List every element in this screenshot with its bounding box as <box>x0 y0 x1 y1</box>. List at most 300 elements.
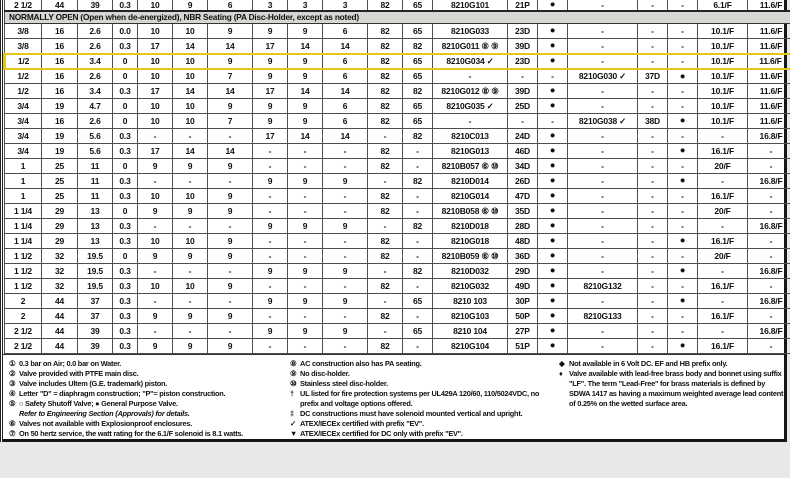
footnote-symbol: ♦ <box>559 369 563 378</box>
footnote-item <box>559 369 785 409</box>
table-cell: - <box>698 324 748 339</box>
footnote-text <box>19 389 287 399</box>
table-cell: 9 <box>288 24 323 39</box>
table-cell: 37 <box>78 309 113 324</box>
table-cell: 11.6/F <box>748 54 790 69</box>
table-cell: - <box>568 144 638 159</box>
table-cell: 16 <box>42 39 78 54</box>
table-row <box>5 99 790 114</box>
table-cell: - <box>208 324 253 339</box>
table-cell: - <box>368 294 403 309</box>
table-cell: 14 <box>288 129 323 144</box>
table-cell: - <box>748 279 790 294</box>
footnote-text <box>300 369 556 379</box>
table-cell: 19.5 <box>78 249 113 264</box>
dot-indicator: ● <box>538 189 568 204</box>
table-cell: - <box>568 324 638 339</box>
table-cell: 9 <box>288 264 323 279</box>
dot-indicator: ● <box>668 114 698 129</box>
table-cell: 11.6/F <box>748 39 790 54</box>
table-cell: 82 <box>368 99 403 114</box>
table-cell: - <box>568 204 638 219</box>
table-cell: 0.3 <box>113 189 138 204</box>
table-cell: 48D <box>508 234 538 249</box>
table-cell: 9 <box>208 234 253 249</box>
table-cell: 8210 104 <box>433 324 508 339</box>
table-cell: 82 <box>368 339 403 354</box>
table-cell: - <box>368 264 403 279</box>
table-cell: 0.3 <box>113 324 138 339</box>
table-cell: 9 <box>208 249 253 264</box>
table-cell: 44 <box>42 324 78 339</box>
table-cell: 7 <box>208 114 253 129</box>
table-cell: 25 <box>42 174 78 189</box>
footnote-text <box>19 379 287 389</box>
table-cell: - <box>638 24 668 39</box>
table-cell: 16 <box>42 24 78 39</box>
table-cell: 24D <box>508 129 538 144</box>
dot-indicator: ● <box>668 294 698 309</box>
table-cell: - <box>638 339 668 354</box>
footnote-item <box>9 419 287 429</box>
table-cell: 13 <box>78 204 113 219</box>
table-cell: 9 <box>253 69 288 84</box>
table-cell: 65 <box>403 324 433 339</box>
table-cell: 8210G101 <box>433 0 508 11</box>
table-cell: 82 <box>368 189 403 204</box>
footnote-text <box>569 359 785 369</box>
table-cell: 10 <box>173 54 208 69</box>
table-row <box>5 189 790 204</box>
table-cell: - <box>568 24 638 39</box>
table-cell: 8210 103 <box>433 294 508 309</box>
footnote-symbol: ✓ <box>290 419 296 428</box>
table-cell: - <box>748 144 790 159</box>
table-cell: 16.1/F <box>698 279 748 294</box>
table-cell: 1 <box>5 174 42 189</box>
table-cell: 16.8/F <box>748 294 790 309</box>
table-cell: 10 <box>173 24 208 39</box>
table-cell: - <box>668 39 698 54</box>
footnote-symbol: ② <box>9 369 16 378</box>
table-cell: - <box>173 174 208 189</box>
table-cell: - <box>748 234 790 249</box>
table-cell: - <box>668 99 698 114</box>
table-cell: 44 <box>42 339 78 354</box>
table-cell: - <box>288 234 323 249</box>
footnote-line: No disc-holder. <box>300 369 350 378</box>
table-cell: - <box>253 234 288 249</box>
table-cell: 9 <box>253 114 288 129</box>
table-cell: 8210D018 <box>433 219 508 234</box>
footnote-text <box>19 369 287 379</box>
table-cell: - <box>403 234 433 249</box>
table-cell: - <box>638 189 668 204</box>
table-row <box>5 144 790 159</box>
table-cell: - <box>668 189 698 204</box>
table-cell: 8210B059 ⑥ ⑩ <box>433 249 508 264</box>
table-cell: - <box>538 114 568 129</box>
table-cell: 9 <box>138 339 173 354</box>
table-cell: - <box>638 54 668 69</box>
table-cell: - <box>568 99 638 114</box>
table-cell: 16.1/F <box>698 234 748 249</box>
table-cell: 20/F <box>698 249 748 264</box>
table-cell: 16.1/F <box>698 309 748 324</box>
table-cell: - <box>173 264 208 279</box>
footnote-text <box>19 399 287 419</box>
footnote-symbol: ‡ <box>290 409 294 418</box>
footnotes-column-2 <box>290 359 556 439</box>
dot-indicator: ● <box>538 309 568 324</box>
table-cell: 2.6 <box>78 39 113 54</box>
footnote-symbol: ⑤ <box>9 399 16 408</box>
table-cell: 16.8/F <box>748 174 790 189</box>
table-cell: 65 <box>403 24 433 39</box>
table-cell: - <box>288 339 323 354</box>
table-cell: 82 <box>368 69 403 84</box>
table-cell: 65 <box>403 294 433 309</box>
table-cell: 11.6/F <box>748 69 790 84</box>
table-cell: - <box>433 114 508 129</box>
table-cell: - <box>638 99 668 114</box>
table-cell: 8210G132 <box>568 279 638 294</box>
footnote-line: DC constructions must have solenoid mounted vertical and upright. <box>300 409 523 418</box>
table-cell: 39 <box>78 0 113 11</box>
table-cell: - <box>668 219 698 234</box>
table-cell: 49D <box>508 279 538 294</box>
table-cell: - <box>638 234 668 249</box>
table-cell: 9 <box>288 99 323 114</box>
table-cell: - <box>323 339 368 354</box>
footnote-line: ATEX/IECEx certified for DC only with prefix "EV". <box>300 429 463 438</box>
table-cell: 65 <box>403 114 433 129</box>
table-cell: 19 <box>42 144 78 159</box>
footnote-line: Valves not available with Explosionproof enclosures. <box>19 419 193 428</box>
table-cell: - <box>568 264 638 279</box>
table-cell: 9 <box>138 204 173 219</box>
table-cell: 36D <box>508 249 538 264</box>
table-cell: 0 <box>113 69 138 84</box>
table-cell: 3/4 <box>5 99 42 114</box>
table-cell: 10 <box>173 114 208 129</box>
table-cell: 0.3 <box>113 234 138 249</box>
table-row <box>5 129 790 144</box>
table-cell: 10 <box>138 24 173 39</box>
footnote-text <box>300 419 556 429</box>
table-cell: 9 <box>288 54 323 69</box>
table-cell: - <box>668 204 698 219</box>
footnote-line: Valve available with lead-free brass body and bonnet using suffix "LF". The term "Lead-Free" for brass materials is defined by SDWA 1417 as having a maximum weighted average lead content of 0.25% on the wetted surface area. <box>569 369 784 408</box>
table-cell: - <box>568 0 638 11</box>
table-cell: - <box>208 174 253 189</box>
dot-indicator: ● <box>538 294 568 309</box>
table-cell: 6 <box>323 54 368 69</box>
table-row <box>5 249 790 264</box>
footnote-item <box>9 399 287 419</box>
dot-indicator: ● <box>538 54 568 69</box>
footnote-item <box>290 389 556 409</box>
table-cell: 25 <box>42 159 78 174</box>
table-cell: - <box>323 309 368 324</box>
table-cell: 1 1/2 <box>5 264 42 279</box>
footnote-symbol: ◆ <box>559 359 565 368</box>
table-cell: 9 <box>323 174 368 189</box>
footnote-text <box>300 409 556 419</box>
table-cell: - <box>568 39 638 54</box>
table-cell: 65 <box>403 0 433 11</box>
table-cell: - <box>568 159 638 174</box>
table-cell: - <box>568 174 638 189</box>
table-cell: 46D <box>508 144 538 159</box>
table-cell: 29D <box>508 264 538 279</box>
table-cell: 8210G034 ✓ <box>433 54 508 69</box>
table-cell: 82 <box>403 219 433 234</box>
table-cell: 11 <box>78 189 113 204</box>
table-cell: 0.3 <box>113 219 138 234</box>
table-cell: - <box>668 159 698 174</box>
table-cell: - <box>288 159 323 174</box>
table-cell: - <box>253 159 288 174</box>
table-cell: - <box>253 204 288 219</box>
table-cell: 9 <box>253 24 288 39</box>
table-cell: 23D <box>508 54 538 69</box>
table-cell: 16.1/F <box>698 144 748 159</box>
table-cell: 9 <box>138 249 173 264</box>
table-cell: 0 <box>113 204 138 219</box>
table-cell: 65 <box>403 69 433 84</box>
table-cell: 10 <box>138 189 173 204</box>
table-cell: - <box>698 219 748 234</box>
table-cell: 11 <box>78 159 113 174</box>
table-cell: - <box>288 279 323 294</box>
table-cell: 16 <box>42 84 78 99</box>
table-cell: 3 <box>323 0 368 11</box>
table-cell: 82 <box>403 174 433 189</box>
table-cell: - <box>323 189 368 204</box>
table-cell: 65 <box>403 99 433 114</box>
footnote-line: Valve includes Ultem (G.E. trademark) piston. <box>19 379 168 388</box>
table-cell: 14 <box>173 39 208 54</box>
table-cell: 9 <box>253 219 288 234</box>
table-cell: 3/8 <box>5 39 42 54</box>
table-cell: 8210G104 <box>433 339 508 354</box>
table-cell: 9 <box>208 279 253 294</box>
table-cell: 9 <box>323 324 368 339</box>
footnote-item <box>9 429 287 439</box>
table-cell: - <box>433 69 508 84</box>
table-cell: - <box>138 129 173 144</box>
table-cell: - <box>368 129 403 144</box>
table-cell: 2 1/2 <box>5 339 42 354</box>
table-cell: 9 <box>208 54 253 69</box>
footnote-line: On 50 hertz service, the watt rating for the 6.1/F solenoid is 8.1 watts. <box>19 429 244 438</box>
table-cell: - <box>323 279 368 294</box>
dot-indicator: ● <box>538 219 568 234</box>
table-cell: 16.8/F <box>748 264 790 279</box>
table-cell: 9 <box>208 204 253 219</box>
footnote-item <box>290 359 556 369</box>
table-cell: 51P <box>508 339 538 354</box>
table-cell: 32 <box>42 279 78 294</box>
table-cell: 14 <box>288 39 323 54</box>
table-cell: - <box>403 144 433 159</box>
table-cell: 30P <box>508 294 538 309</box>
table-cell: 8210G033 <box>433 24 508 39</box>
table-cell: - <box>638 159 668 174</box>
table-cell: 25 <box>42 189 78 204</box>
table-cell: - <box>668 84 698 99</box>
table-cell: 44 <box>42 294 78 309</box>
table-cell: 6.1/F <box>698 0 748 11</box>
table-cell: 0.3 <box>113 279 138 294</box>
table-cell: - <box>698 294 748 309</box>
table-cell: 9 <box>208 339 253 354</box>
table-cell: 82 <box>368 54 403 69</box>
table-cell: 2.6 <box>78 24 113 39</box>
table-cell: 82 <box>403 39 433 54</box>
table-cell: - <box>138 219 173 234</box>
table-row <box>5 84 790 99</box>
table-cell: 14 <box>208 39 253 54</box>
table-cell: 25D <box>508 99 538 114</box>
table-cell: 16 <box>42 69 78 84</box>
footnote-symbol: ▼ <box>290 429 298 438</box>
table-cell: - <box>253 309 288 324</box>
table-cell: - <box>748 204 790 219</box>
footnote-item <box>559 359 785 369</box>
table-cell: 82 <box>368 279 403 294</box>
table-cell: 8210G012 ⑧ ⑨ <box>433 84 508 99</box>
dot-indicator: ● <box>668 144 698 159</box>
table-cell: 9 <box>323 264 368 279</box>
section-header-label: NORMALLY OPEN (Open when de-energized), NBR Seating (PA Disc-Holder, except as noted) <box>5 11 790 24</box>
table-cell: 1 1/2 <box>5 279 42 294</box>
table-row <box>5 279 790 294</box>
table-cell: - <box>568 54 638 69</box>
table-cell: 0 <box>113 114 138 129</box>
table-cell: 10 <box>138 279 173 294</box>
table-cell: - <box>403 339 433 354</box>
table-row <box>5 39 790 54</box>
table-cell: 9 <box>173 159 208 174</box>
footnote-text <box>19 359 287 369</box>
footnotes-box <box>3 354 784 442</box>
table-cell: 11.6/F <box>748 99 790 114</box>
table-cell: - <box>138 324 173 339</box>
table-cell: 20/F <box>698 159 748 174</box>
table-row <box>5 264 790 279</box>
table-cell: 1 1/4 <box>5 234 42 249</box>
table-cell: 82 <box>368 0 403 11</box>
table-cell: 10 <box>173 69 208 84</box>
dot-indicator: ● <box>538 39 568 54</box>
table-cell: - <box>288 189 323 204</box>
table-cell: 82 <box>368 24 403 39</box>
table-cell: - <box>668 129 698 144</box>
table-cell: 2 <box>5 294 42 309</box>
table-cell: 3.4 <box>78 84 113 99</box>
table-cell: 11 <box>78 174 113 189</box>
table-cell: 82 <box>403 84 433 99</box>
table-cell: 34D <box>508 159 538 174</box>
table-row <box>5 234 790 249</box>
footnote-line: Valve provided with PTFE main disc. <box>19 369 139 378</box>
table-cell: 10.1/F <box>698 54 748 69</box>
table-cell: - <box>568 294 638 309</box>
table-cell: 32 <box>42 264 78 279</box>
footnote-item <box>9 379 287 389</box>
table-cell: 16.1/F <box>698 189 748 204</box>
table-cell: 10 <box>138 0 173 11</box>
table-cell: 14 <box>323 84 368 99</box>
table-cell: 27P <box>508 324 538 339</box>
table-cell: 9 <box>253 324 288 339</box>
table-cell: - <box>568 189 638 204</box>
footnote-symbol: ④ <box>9 389 16 398</box>
table-cell: 82 <box>368 84 403 99</box>
table-cell: 6 <box>323 69 368 84</box>
footnote-symbol: ⑦ <box>9 429 16 438</box>
footnote-text <box>300 389 556 409</box>
table-cell: 4.7 <box>78 99 113 114</box>
table-cell: 3/4 <box>5 144 42 159</box>
table-cell: - <box>138 294 173 309</box>
table-cell: - <box>668 0 698 11</box>
footnote-line: AC construction also has PA seating. <box>300 359 422 368</box>
table-cell: 0.3 <box>113 84 138 99</box>
table-cell: - <box>668 279 698 294</box>
table-cell: 10 <box>138 114 173 129</box>
footnote-text <box>19 419 287 429</box>
table-cell: 0 <box>113 249 138 264</box>
table-cell: 82 <box>368 234 403 249</box>
table-cell: 5.6 <box>78 144 113 159</box>
table-row <box>5 159 790 174</box>
table-cell: 0.3 <box>113 129 138 144</box>
footnote-text <box>569 369 785 409</box>
dot-indicator: ● <box>668 69 698 84</box>
table-cell: - <box>638 219 668 234</box>
table-cell: 17 <box>138 84 173 99</box>
footnote-item <box>9 389 287 399</box>
table-cell: 8210B057 ⑥ ⑩ <box>433 159 508 174</box>
table-cell: 39 <box>78 324 113 339</box>
table-cell: 10 <box>173 234 208 249</box>
table-cell: 9 <box>208 24 253 39</box>
table-cell: 13 <box>78 234 113 249</box>
table-cell: 50P <box>508 309 538 324</box>
footnote-symbol: ⑨ <box>290 369 297 378</box>
table-cell: - <box>748 189 790 204</box>
table-cell: - <box>568 234 638 249</box>
table-cell: 0 <box>113 54 138 69</box>
table-cell: 3/4 <box>5 114 42 129</box>
footnote-text <box>19 429 287 439</box>
table-row <box>5 24 790 39</box>
table-cell: 11.6/F <box>748 0 790 11</box>
table-cell: - <box>638 174 668 189</box>
section-header-row <box>5 11 790 24</box>
table-cell: - <box>208 294 253 309</box>
table-cell: 9 <box>208 309 253 324</box>
table-row <box>5 324 790 339</box>
table-cell: - <box>568 219 638 234</box>
table-cell: 10.1/F <box>698 99 748 114</box>
table-cell: 7 <box>208 69 253 84</box>
table-cell: 14 <box>208 84 253 99</box>
table-cell: 6 <box>323 99 368 114</box>
